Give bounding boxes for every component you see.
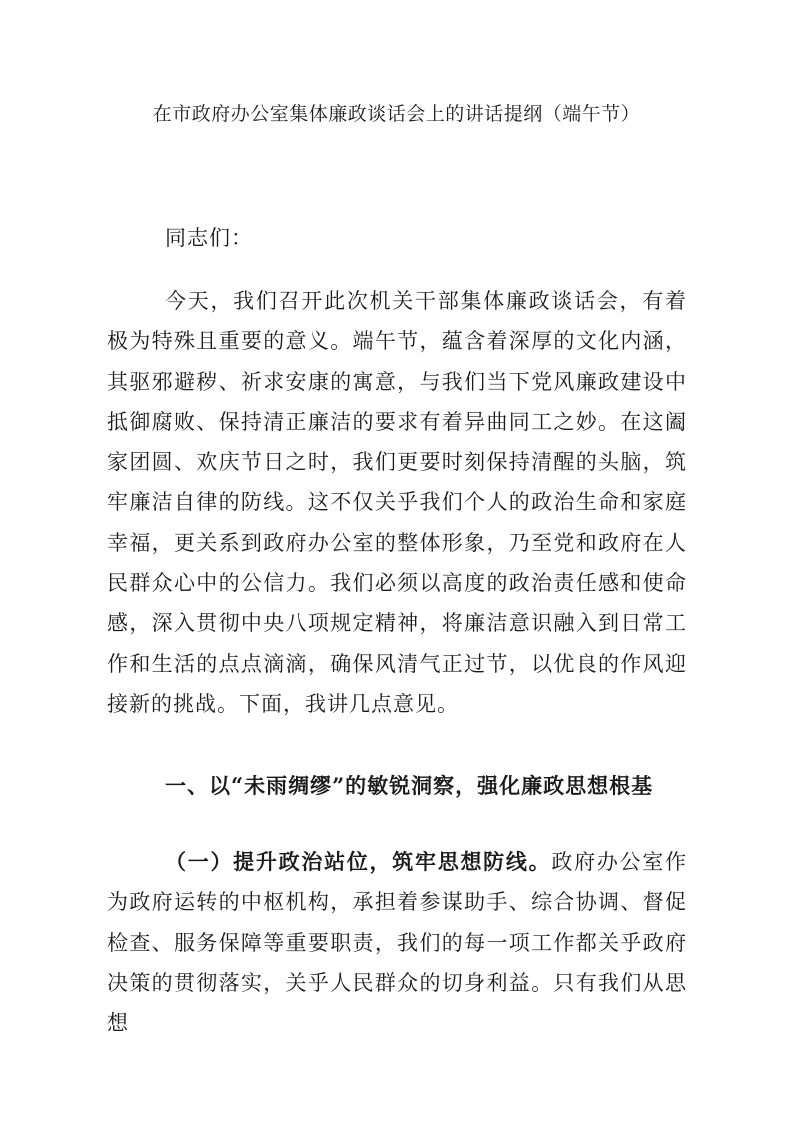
- subsection-lead: （一）提升政治站位，筑牢思想防线。: [165, 849, 552, 874]
- opening-paragraph: 今天，我们召开此次机关干部集体廉政谈话会，有着极为特殊且重要的意义。端午节，蕴含着深厚的文化内涵，其驱邪避秽、祈求安康的寓意，与我们当下党风廉政建设中抵御腐败、保持清正廉洁的要求有着异曲同工之妙。在这阖家团圆、欢庆节日之时，我们更要时刻保持清醒的头脑，筑牢廉洁自律的防线。这不仅关乎我们个人的政治生命和家庭幸福，更关系到政府办公室的整体形象，乃至党和政府在人民群众心中的公信力。我们必须以高度的政治责任感和使命感，深入贯彻中央八项规定精神，将廉洁意识融入到日常工作和生活的点点滴滴，确保风清气正过节，以优良的作风迎接新的挑战。下面，我讲几点意见。: [107, 289, 687, 716]
- document-title: 在市政府办公室集体廉政谈话会上的讲话提纲（端午节）: [152, 103, 641, 125]
- subsection-body: 政府办公室作为政府运转的中枢机构，承担着参谋助手、综合协调、督促检查、服务保障等重要职责，我们的每一项工作都关乎政府决策的贯彻落实，关乎人民群众的切身利益。只有我们从思想: [107, 850, 688, 1036]
- salutation: 同志们：: [165, 226, 253, 250]
- subsection-paragraph-1: [107, 842, 687, 1043]
- section-heading-1: 一、以“未雨绸缪”的敏锐洞察，强化廉政思想根基: [165, 773, 654, 798]
